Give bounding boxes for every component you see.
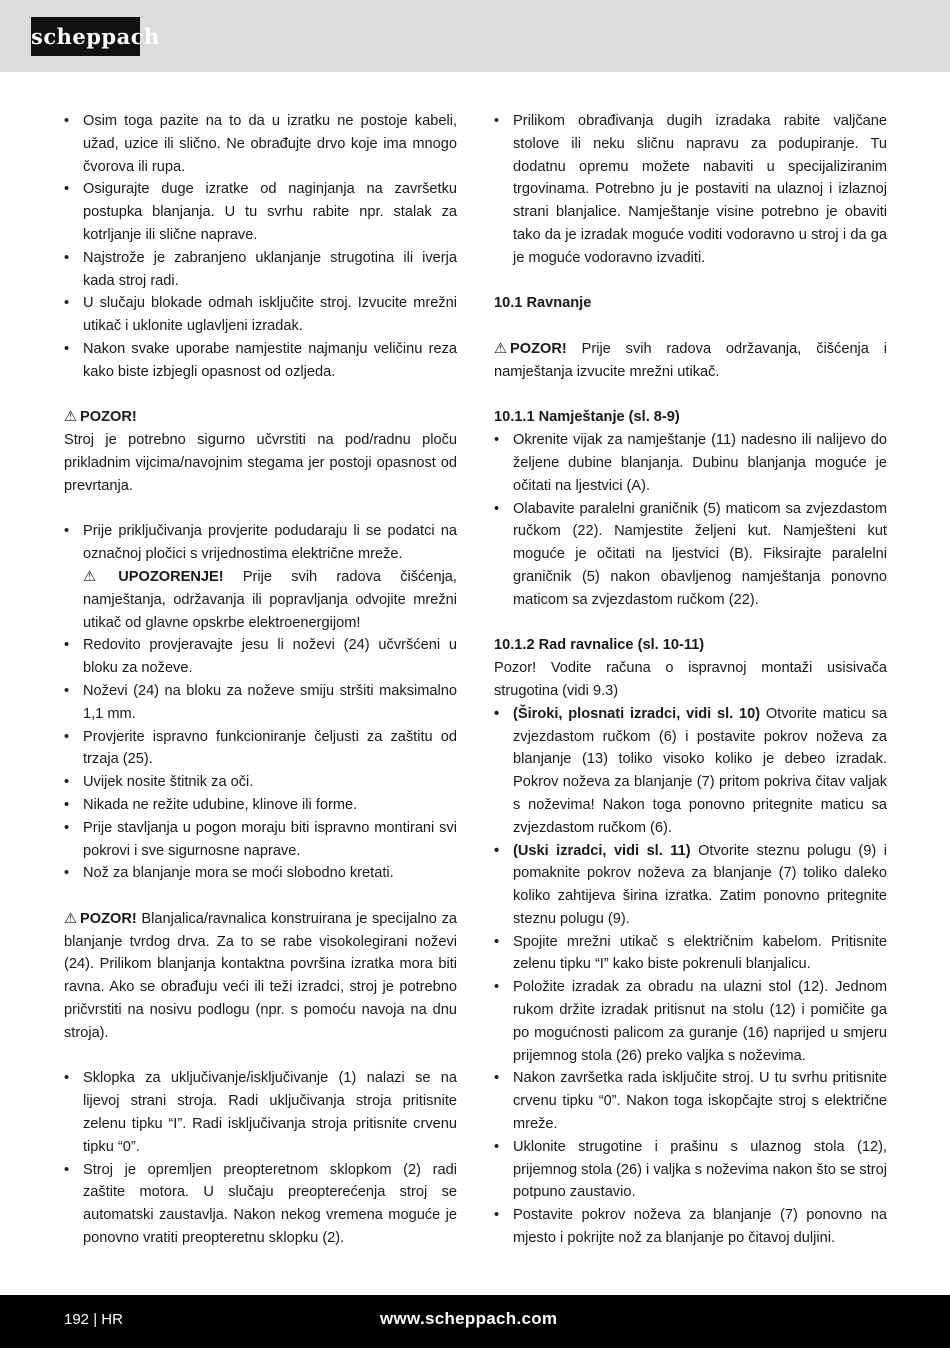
bullet-icon: • (494, 113, 500, 129)
bullet-icon: • (64, 340, 70, 357)
bullet-icon: • (64, 1070, 70, 1087)
list-item: • Olabavite paralelni graničnik (5) maticom sa zvjezdastom ručkom (22). Namjestite željeni kut. Namješteni kut moguće je očitati na ljestvici (B). Fiksirajte paralelni graničnik (5) nakon obavljenog namještanja ponovno maticom sa zvjezdastom ručkom (22). (494, 498, 887, 612)
bullet-icon: • (64, 523, 70, 540)
list-item: • Uklonite strugotine i prašinu s ulaznog stola (12), prijemnog stola (26) i valjka s noževima nakon što se stroj potpuno zaustavio. (494, 1136, 887, 1204)
section-heading: 10.1.2 Rad ravnalice (sl. 10-11) (494, 637, 705, 654)
list-item: • U slučaju blokade odmah isključite stroj. Izvucite mrežni utikač i uklonite uglavljeni izradak. (64, 292, 457, 338)
list-item: • Okrenite vijak za namještanje (11) nadesno ili nalijevo do željene dubine blanjanja. Dubinu blanjanja moguće je očitati na ljestvici (A). (494, 429, 887, 497)
list-item: • (Široki, plosnati izradci, vidi sl. 10) Otvorite maticu sa zvjezdastom ručkom (6) i postavite pokrov noževa za blanjanje (13) toliko visoko koliko je debeo izradak. Pokrov noževa za blanjanje (7) pritom pokriva čitav valjak s noževima! Nakon toga ponovno pritegnite maticu sa zvjezdastom ručkom (6). (494, 703, 887, 840)
warning-block: ⚠ POZOR! (64, 406, 457, 429)
list-item: • Postavite pokrov noževa za blanjanje (7) ponovno na mjesto i pokrijte nož za blanjanje po čitavoj duljini. (494, 1204, 887, 1250)
list-item: • Redovito provjeravajte jesu li noževi (24) učvršćeni u bloku za noževe. (64, 634, 457, 680)
list-item: • Prije stavljanja u pogon moraju biti ispravno montirani svi pokrovi i sve sigurnosne naprave. (64, 817, 457, 863)
list-item: • Osim toga pazite na to da u izratku ne postoje kabeli, užad, uzice ili slično. Ne obrađujte drvo koje ima mnogo čvorova ili rupa. (64, 110, 457, 178)
list-item: • Provjerite ispravno funkcioniranje čeljusti za zaštitu od trzaja (25). (64, 726, 457, 772)
list-item: • Spojite mrežni utikač s električnim kabelom. Pritisnite zelenu tipku “I” kako biste pokrenuli blanjalicu. (494, 931, 887, 977)
bullet-icon: • (494, 1207, 500, 1224)
list-item: • (Uski izradci, vidi sl. 11) Otvorite steznu polugu (9) i pomaknite pokrov noževa za blanjanje (7) toliko daleko koliko zahtijeva širina izratka. Zatim ponovno pritegnite steznu polugu (9). (494, 840, 887, 931)
bullet-icon: • (494, 1138, 500, 1155)
bullet-icon: • (64, 295, 70, 312)
list-item: • Noževi (24) na bloku za noževe smiju stršiti maksimalno 1,1 mm. (64, 680, 457, 726)
warning-triangle-icon: ⚠ (64, 409, 78, 426)
list-item: • Nikada ne režite udubine, klinove ili forme. (64, 794, 457, 817)
website-link[interactable]: www.scheppach.com (380, 1309, 558, 1328)
bullet-icon: • (494, 500, 500, 517)
bullet-icon: • (64, 728, 70, 745)
warning-block: ⚠ POZOR! Blanjalica/ravnalica konstruirana je specijalno za blanjanje tvrdog drva. Za to se rabe visokolegirani noževi (24). Prilikom blanjanja kontaktna površina izratka mora biti ravna. Ako se obrađuju veći ili teži izradci, stroj je potrebno pričvrstiti na nosivu podlogu (npr. s pomoću navoja na dnu stroja). (64, 908, 457, 1045)
list-item: • Uvijek nosite štitnik za oči. (64, 771, 457, 794)
list-item: • Sklopka za uključivanje/isključivanje (1) nalazi se na lijevoj strani stroja. Radi uključivanja stroja pritisnite zelenu tipku “I”. Radi isključivanja stroja pritisnite crvenu tipku “0”. (64, 1067, 457, 1158)
bullet-icon: • (64, 774, 70, 791)
bullet-icon: • (64, 682, 70, 699)
warning-block: ⚠ POZOR! Prije svih radova održavanja, čišćenja i namještanja izvucite mrežni utikač. (494, 338, 887, 384)
scheppach-logo: scheppach (31, 17, 140, 56)
list-item: • Prije priključivanja provjerite podudaraju li se podatci na označnoj pločici s vrijednostima električne mreže. ⚠ UPOZORENJE! Prije svih radova čišćenja, namještanja, održavanja ili popravljanja odvojite mrežni utikač od glavne opskrbe elektroenergijom! (64, 520, 457, 634)
bullet-icon: • (64, 113, 70, 129)
footer-separator: | (93, 1311, 98, 1328)
page-footer (0, 1295, 950, 1348)
warning-triangle-icon: ⚠ (494, 340, 508, 357)
bullet-icon: • (64, 249, 70, 266)
section-heading: 10.1.1 Namještanje (sl. 8-9) (494, 409, 680, 426)
list-item: • Prilikom obrađivanja dugih izradaka rabite valjčane stolove ili neku sličnu napravu za podupiranje. Tu dodatnu opremu možete nabaviti u specijaliziranim trgovinama. Potrebno ju je postaviti na ulaznoj i izlaznoj strani blanjalice. Namještanje visine potrebno je obaviti tako da je izradak moguće voditi vodoravno u stroj i da ga je moguće vodoravno izvaditi. (494, 110, 887, 270)
bullet-icon: • (64, 181, 70, 198)
left-column (64, 110, 457, 1250)
warning-triangle-icon: ⚠ (64, 910, 78, 927)
list-item: • Nakon završetka rada isključite stroj. U tu svrhu pritisnite crvenu tipku “0”. Nakon toga iskopčajte stroj s električne mreže. (494, 1067, 887, 1135)
list-item: • Nož za blanjanje mora se moći slobodno kretati. (64, 862, 457, 885)
list-item: • Položite izradak za obradu na ulazni stol (12). Jednom rukom držite izradak pritisnut na stolu (12) i pomičite ga po mogućnosti palicom za guranje (16) naprijed u smjeru prijemnog stola (26) preko valjka s noževima. (494, 976, 887, 1067)
section-intro: Pozor! Vodite računa o ispravnoj montaži usisivača strugotina (vidi 9.3) (494, 660, 887, 699)
bullet-icon: • (494, 842, 500, 859)
bullet-icon: • (64, 637, 70, 654)
list-item: • Nakon svake uporabe namjestite najmanju veličinu reza kako biste izbjegli opasnost od ozljeda. (64, 338, 457, 384)
section-heading: 10.1 Ravnanje (494, 295, 592, 312)
bullet-icon: • (64, 865, 70, 882)
bullet-icon: • (494, 979, 500, 996)
list-item: • Osigurajte duge izratke od naginjanja na završetku postupka blanjanja. U tu svrhu rabite npr. stalak za kotrljanje ili slične naprave. (64, 178, 457, 246)
bullet-icon: • (64, 1161, 70, 1178)
page-header (0, 0, 950, 72)
warning-text: Stroj je potrebno sigurno učvrstiti na pod/radnu ploču prikladnim vijcima/navojnim stegama jer postoji opasnost od prevrtanja. (64, 432, 457, 494)
language-code: HR (101, 1311, 123, 1328)
page-number: 192 | HR (64, 1311, 123, 1328)
bullet-icon: • (494, 432, 500, 449)
bullet-icon: • (494, 933, 500, 950)
bullet-icon: • (64, 796, 70, 813)
bullet-icon: • (64, 819, 70, 836)
list-item: • Najstrože je zabranjeno uklanjanje strugotina ili iverja kada stroj radi. (64, 247, 457, 293)
list-item: • Stroj je opremljen preopteretnom sklopkom (2) radi zaštite motora. U slučaju preopterećenja stroj se automatski zaustavlja. Nakon nekog vremena moguće je ponovno vratiti preopteretnu sklopku (2). (64, 1159, 457, 1250)
bullet-icon: • (494, 1070, 500, 1087)
warning-triangle-icon: ⚠ (83, 568, 97, 585)
right-column (494, 110, 887, 1250)
bullet-icon: • (494, 705, 500, 722)
